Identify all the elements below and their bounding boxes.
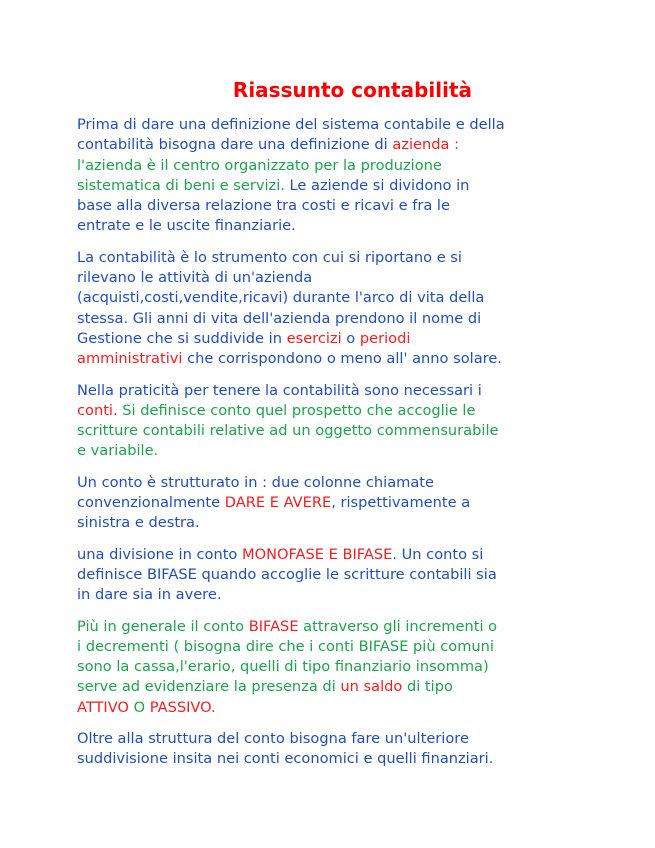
text-segment: DARE E AVERE [224, 494, 332, 512]
text-line [77, 422, 498, 439]
text-segment: BIFASE [248, 617, 299, 635]
text-segment: sono la cassa,l'erario, quelli di tipo finanziario insomma) [77, 658, 489, 676]
text-segment: contabilità bisogna dare una definizione di [77, 136, 393, 154]
text-line [77, 638, 494, 655]
paragraph [77, 115, 587, 237]
text-line [77, 350, 502, 367]
text-line [77, 269, 312, 286]
page-title: Riassunto contabilità [232, 78, 473, 102]
text-segment: Si definisce conto quel prospetto che accoglie le [117, 401, 476, 419]
text-line [77, 699, 216, 716]
text-segment: (acquisti,costi,vendite,ricavi) durante l'arco di vita della [77, 289, 485, 307]
text-segment: suddivisione insita nei conti economici e quelli finanziari. [77, 750, 494, 768]
text-segment: attraverso gli incrementi o [298, 617, 498, 635]
text-line [77, 442, 158, 459]
text-segment: La contabilità è lo strumento con cui si riportano e si [77, 248, 462, 266]
text-segment: PASSIVO. [149, 698, 216, 716]
text-segment: entrate e le uscite finanziarie. [77, 217, 296, 235]
text-segment: , rispettivamente a [331, 494, 471, 512]
text-line [77, 382, 482, 399]
text-line [77, 658, 489, 675]
text-segment: l'azienda è il centro organizzato per la produzione [77, 156, 442, 174]
text-segment: azienda : [392, 136, 459, 154]
text-line [77, 730, 469, 747]
text-segment: amministrativi [77, 350, 183, 368]
text-segment: i decrementi ( bisogna dire che i conti BIFASE più comuni [77, 637, 494, 655]
text-segment: sinistra e destra. [77, 514, 200, 532]
text-segment: di tipo [402, 678, 453, 696]
paragraph [77, 381, 587, 462]
text-line [77, 310, 481, 327]
text-segment: ATTIVO [77, 698, 129, 716]
text-line [77, 217, 296, 234]
text-segment: serve ad evidenziare la presenza di [77, 678, 341, 696]
text-segment: esercizi [286, 329, 342, 347]
text-segment: Più in generale il conto [77, 617, 249, 635]
text-segment: scritture contabili relative ad un oggetto commensurabile [77, 422, 499, 440]
paragraph [77, 617, 587, 718]
text-line [77, 494, 470, 511]
text-line [77, 566, 497, 583]
text-segment: base alla diversa relazione tra costi e ricavi e fra le [77, 197, 450, 215]
text-segment: convenzionalmente [77, 494, 225, 512]
text-segment: sistematica di beni e servizi. [77, 176, 285, 194]
document-body [77, 115, 587, 781]
text-line [77, 546, 483, 563]
text-segment: Oltre alla struttura del conto bisogna fare un'ulteriore [77, 730, 469, 748]
text-line [77, 750, 493, 767]
text-segment: Prima di dare una definizione del sistema contabile e della [77, 116, 505, 133]
text-line [77, 514, 200, 531]
text-segment: in dare sia in avere. [77, 586, 222, 604]
text-line [77, 618, 497, 635]
text-segment: una divisione in conto [77, 545, 242, 563]
paragraph [77, 473, 587, 534]
text-segment: conti. [77, 401, 118, 419]
text-segment: che corrispondono o meno all' anno solare. [182, 350, 502, 368]
text-line [77, 136, 459, 153]
text-segment: saldo [363, 678, 403, 696]
text-segment: definisce BIFASE quando accoglie le scritture contabili sia [77, 565, 497, 583]
text-line [77, 197, 450, 214]
text-segment: Nella praticità per tenere la contabilità sono necessari i [77, 381, 482, 399]
text-segment: MONOFASE E BIFASE [241, 545, 393, 563]
paragraph [77, 545, 587, 606]
text-segment: e variabile. [77, 442, 159, 460]
text-segment: stessa. Gli anni di vita dell'azienda prendono il nome di [77, 309, 482, 327]
text-segment: Le aziende si dividono in [284, 176, 470, 194]
text-line [77, 289, 484, 306]
text-line [77, 474, 434, 491]
text-segment: o [341, 329, 360, 347]
text-segment: . Un conto si [392, 545, 484, 563]
text-line [77, 249, 462, 266]
text-segment: Gestione che si suddivide in [77, 329, 287, 347]
paragraph [77, 729, 587, 770]
text-line [77, 116, 505, 133]
paragraph [77, 248, 587, 370]
text-line [77, 177, 469, 194]
text-segment: rilevano le attività di un'azienda [77, 269, 313, 287]
text-segment: Un conto è strutturato in : due colonne chiamate [77, 473, 434, 491]
text-line [77, 678, 453, 695]
text-segment: O [128, 698, 150, 716]
text-line [77, 157, 442, 174]
text-line [77, 586, 221, 603]
text-line [77, 402, 475, 419]
text-segment: un [340, 678, 364, 696]
text-segment: periodi [359, 329, 411, 347]
text-line [77, 330, 410, 347]
